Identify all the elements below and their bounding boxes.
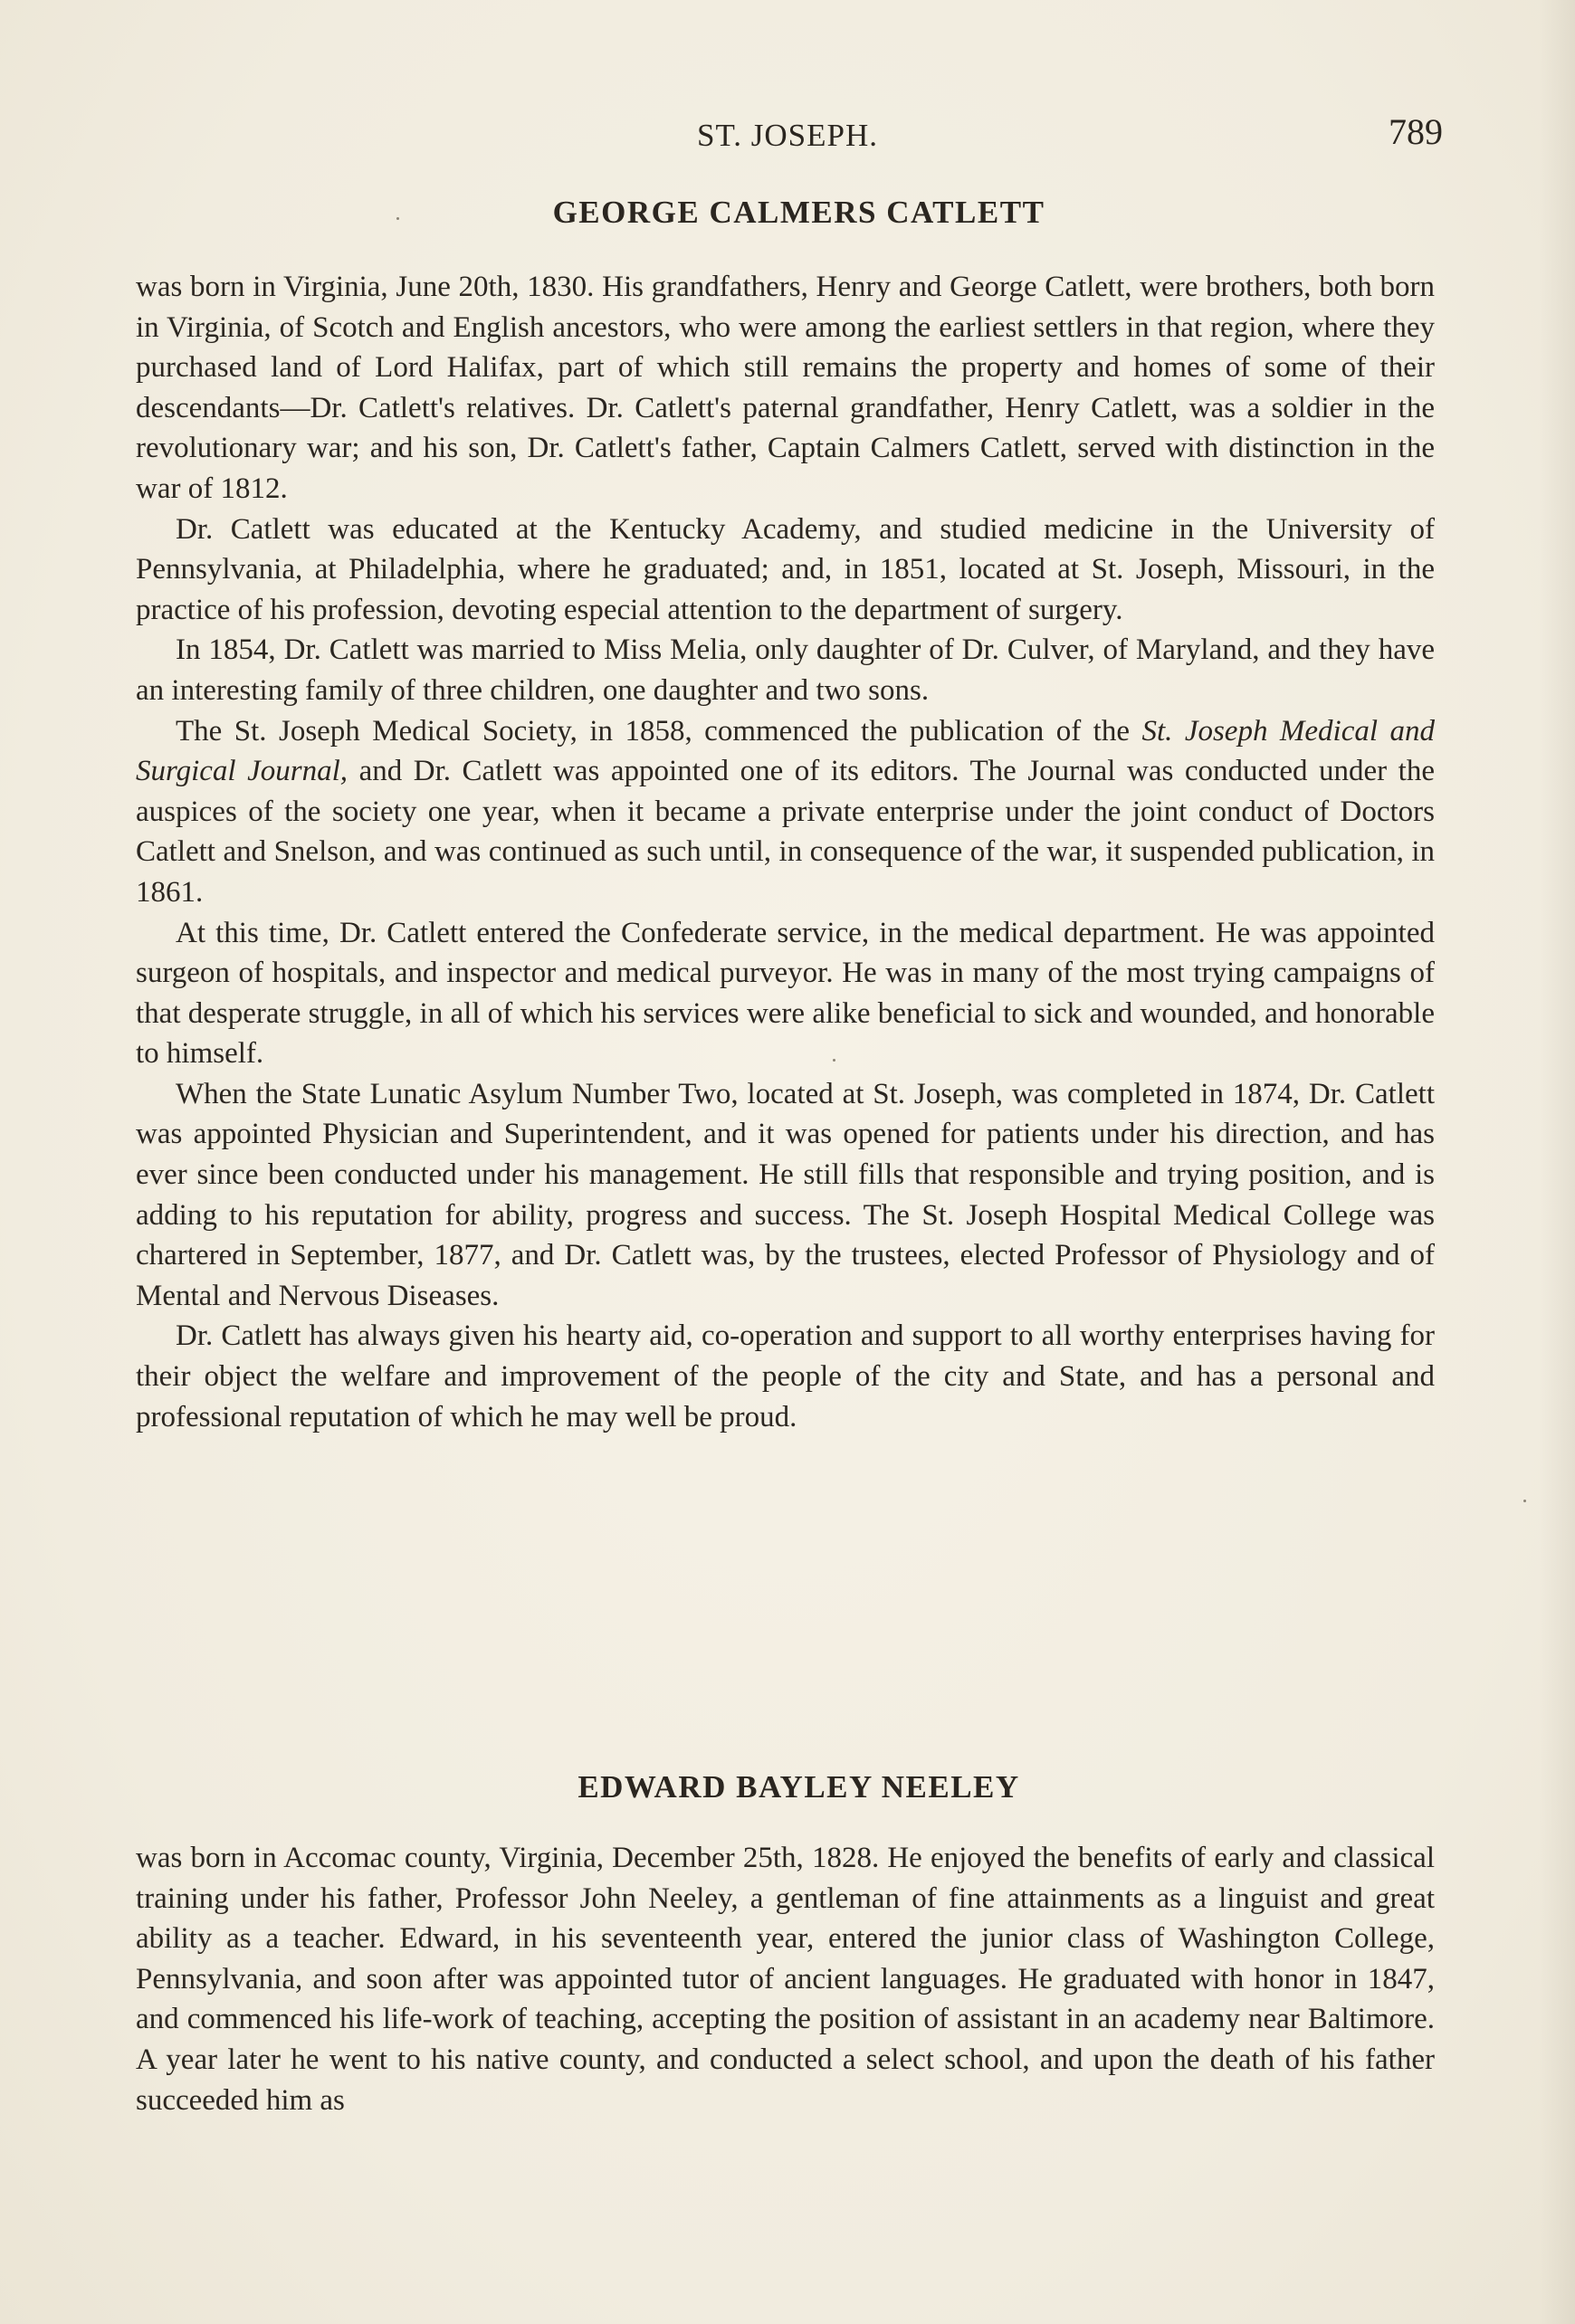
paragraph: In 1854, Dr. Catlett was married to Miss Melia, only daughter of Dr. Culver, of Maryland, and they have an interesting family of three children, one daughter and two sons. — [136, 633, 1435, 707]
paragraph-text: The St. Joseph Medical Society, in 1858, commenced the publication of the — [176, 714, 1142, 748]
running-head — [0, 110, 1575, 165]
running-title: ST. JOSEPH. — [697, 118, 878, 153]
biography-neeley — [136, 1769, 1435, 2120]
print-speck — [1523, 1500, 1526, 1502]
paragraph: Dr. Catlett has always given his hearty aid, co-operation and support to all worthy enterprises having for their object the welfare and improvement of the people of the city and State, and has a personal and professional reputation of which he may well be proud. — [136, 1319, 1435, 1433]
paragraph: Dr. Catlett was educated at the Kentucky Academy, and studied medicine in the University of Pennsylvania, at Philadelphia, where he graduated; and, in 1851, located at St. Joseph, Missouri, in the practice of his profession, devoting especial attention to the department of surgery. — [136, 512, 1435, 626]
section-heading: GEORGE CALMERS CATLETT — [552, 195, 1045, 230]
paragraph: was born in Accomac county, Virginia, December 25th, 1828. He enjoyed the benefits of early and classical training under his father, Professor John Neeley, a gentleman of fine attainments as a linguist and great ability as a teacher. Edward, in his seventeenth year, entered the junior class of Washington College, Pennsylvania, and soon after was appointed tutor of ancient languages. He graduated with honor in 1847, and commenced his life-work of teaching, accepting the position of assistant in an academy near Baltimore. A year later he went to his native county, and conducted a select school, and upon the death of his father succeeded him as — [136, 1842, 1435, 2117]
biography-catlett — [136, 195, 1435, 1437]
paragraph: was born in Virginia, June 20th, 1830. His grandfathers, Henry and George Catlett, were brothers, both born in Virginia, of Scotch and English ancestors, who were among the earliest settlers in that region, where they purchased land of Lord Halifax, part of which still remains the property and homes of some of their descendants—Dr. Catlett's relatives. Dr. Catlett's paternal grandfather, Henry Catlett, was a soldier in the revolutionary war; and his son, Dr. Catlett's father, Captain Calmers Catlett, served with distinction in the war of 1812. — [136, 271, 1435, 505]
print-speck — [396, 217, 399, 220]
paragraph: At this time, Dr. Catlett entered the Confederate service, in the medical department. He was appointed surgeon of hospitals, and inspector and medical purveyor. He was in many of the most trying campaigns of that desperate struggle, in all of which his services were alike beneficial to sick and wounded, and honorable to himself. — [136, 916, 1435, 1071]
print-speck — [833, 1059, 835, 1062]
page-edge-shadow — [1539, 0, 1575, 2324]
paragraph-text: and Dr. Catlett was appointed one of its editors. The Journal was conducted under the auspices of the society one year, when it became a private enterprise under the joint conduct of Doctors Catlett and Snelson, and was continued as such until, in consequence of the war, it suspended publication, in 1861. — [136, 755, 1435, 909]
paragraph: When the State Lunatic Asylum Number Two, located at St. Joseph, was completed in 1874, Dr. Catlett was appointed Physician and Superintendent, and it was opened for patients under his direction, and has ever since been conducted under his management. He still fills that responsible and trying position, and is adding to his reputation for ability, progress and success. The St. Joseph Hospital Medical College was chartered in September, 1877, and Dr. Catlett was, by the trustees, elected Professor of Physiology and of Mental and Nervous Diseases. — [136, 1077, 1435, 1312]
section-heading: EDWARD BAYLEY NEELEY — [578, 1769, 1020, 1805]
page-number: 789 — [1389, 111, 1443, 152]
paragraph — [136, 711, 1435, 913]
journal-title: St. Joseph Medical and Surgical Journal, — [136, 714, 1435, 788]
